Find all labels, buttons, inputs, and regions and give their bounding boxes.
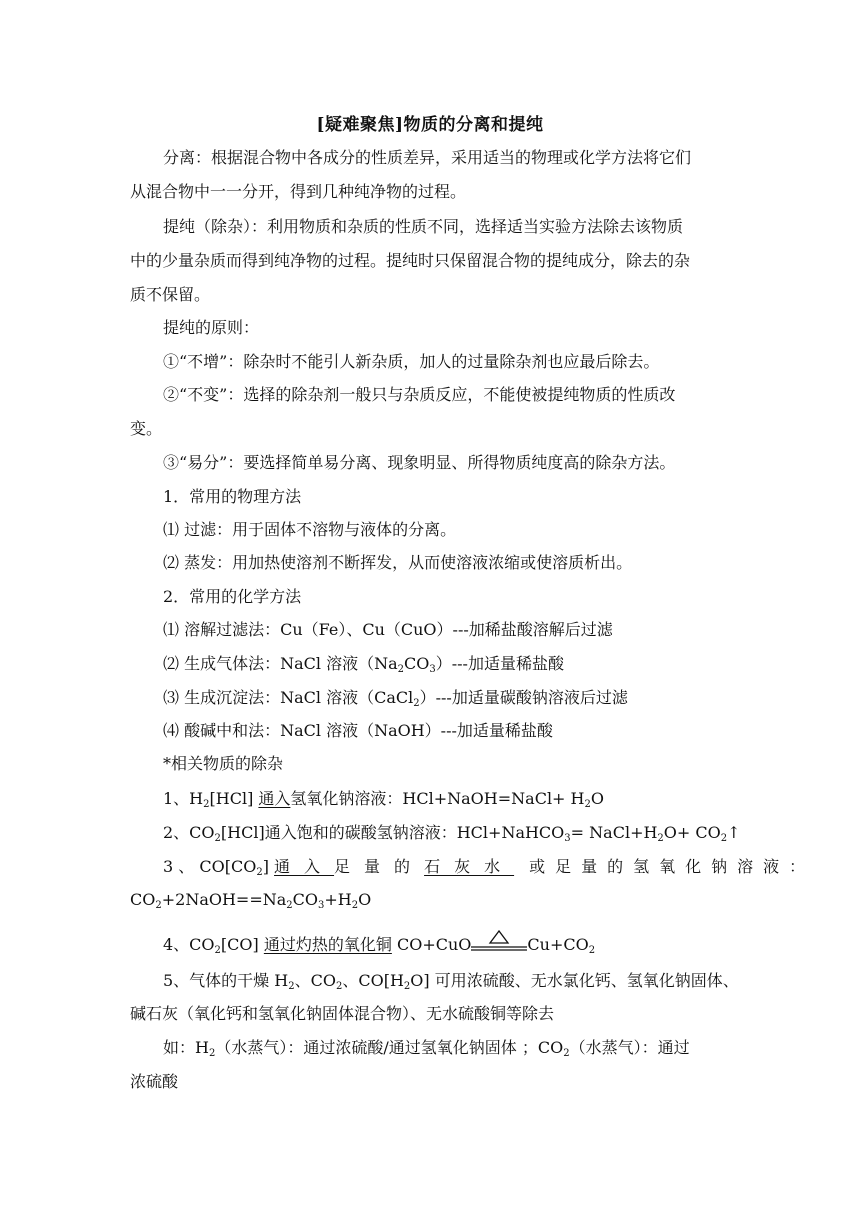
principle-heading: 提纯的原则： — [163, 318, 260, 337]
separation-definition-line-1: 分离：根据混合物中各成分的性质差异，采用适当的物理或化学方法将它们 — [163, 148, 692, 167]
impurity-item-2: 2、$CO_2[HCl]$通入饱和的碳酸氢钠溶液：HCl+NaHCO$_3$= $NaCl+H_2O+$ $CO_2↑$ — [163, 823, 741, 844]
page-title: [疑难聚焦]物质的分离和提纯 — [316, 115, 544, 135]
separation-definition-line-2: 从混合物中一一分开，得到几种纯净物的过程。 — [130, 182, 467, 201]
impurity-item-4: 4、$CO_2[CO]$ 通过灼热的氧化铜 CO+CuO $Cu+CO_2$ — [163, 934, 595, 956]
chemical-method-dissolve-filter: ⑴ 溶解过滤法：Cu（Fe）、Cu（CuO）---加稀盐酸溶解后过滤 — [163, 620, 613, 639]
principle-2-line-1: ②“不变”：选择的除杂剂一般只与杂质反应，不能使被提纯物质的性质改 — [163, 385, 676, 404]
purification-definition-line-3: 质不保留。 — [130, 285, 211, 304]
example-line-1: 如：$H_2$（水蒸气）：通过浓硫酸/通过氢氧化钠固体 ；$CO_2$（水蒸气）：通过 — [163, 1038, 690, 1059]
chemical-method-neutralize: ⑷ 酸碱中和法：NaCl 溶液（NaOH）---加适量稀盐酸 — [163, 721, 553, 740]
impurity-item-5-line-2: 碱石灰（氧化钙和氢氧化钠固体混合物）、无水硫酸铜等除去 — [130, 1004, 555, 1023]
principle-1: ①“不增”：除杂时不能引人新杂质，加人的过量除杂剂也应最后除去。 — [163, 352, 660, 371]
related-heading: *相关物质的除杂 — [163, 754, 284, 773]
chemical-methods-heading: 2．常用的化学方法 — [163, 587, 302, 606]
impurity-item-3-equation: $CO_2+2NaOH==Na_2CO_3+H_2O$ — [130, 890, 372, 911]
physical-methods-heading: 1．常用的物理方法 — [163, 487, 302, 506]
chemical-method-precipitate: ⑶ 生成沉淀法：NaCl 溶液（CaCl$_2$）---加适量碳酸钠溶液后过滤 — [163, 688, 628, 709]
principle-3: ③“易分”：要选择简单易分离、现象明显、所得物质纯度高的除杂方法。 — [163, 453, 676, 472]
example-line-2: 浓硫酸 — [130, 1072, 179, 1091]
physical-method-filtration: ⑴ 过滤：用于固体不溶物与液体的分离。 — [163, 520, 457, 539]
heating-triangle-arrow-icon — [471, 934, 527, 956]
purification-definition-line-1: 提纯（除杂）：利用物质和杂质的性质不同，选择适当实验方法除去该物质 — [163, 217, 684, 236]
chemical-method-gas: ⑵ 生成气体法：NaCl 溶液$(Na_2CO_3)---$加适量稀盐酸 — [163, 654, 564, 675]
principle-2-line-2: 变。 — [130, 419, 163, 438]
physical-method-evaporation: ⑵ 蒸发：用加热使溶剂不断挥发，从而使溶液浓缩或使溶质析出。 — [163, 553, 633, 572]
impurity-item-3: 3 、 $CO[CO_2]$ 通入足量的石灰水 或足量的氢氧化钠溶液： — [163, 857, 816, 878]
purification-definition-line-2: 中的少量杂质而得到纯净物的过程。提纯时只保留混合物的提纯成分，除去的杂 — [130, 251, 691, 270]
impurity-item-1: 1、$H_2[HCl]$ 通入氢氧化钠溶液：HCl+NaOH=NaCl+ $H_2O$ — [163, 789, 605, 810]
impurity-item-5-line-1: 5、气体的干燥 $H_2$、$CO_2$、$CO[H_2O]$ 可用浓硫酸、无水氯化钙、氢氧化钠固体、 — [163, 971, 739, 992]
